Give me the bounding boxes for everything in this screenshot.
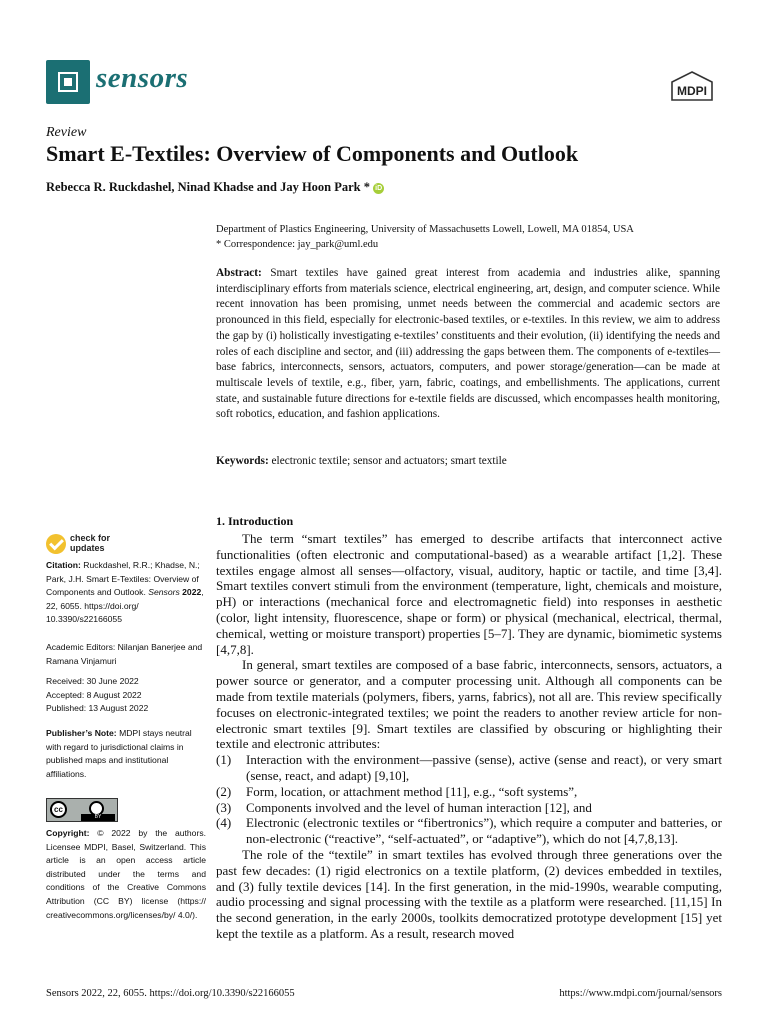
abstract <box>216 266 720 423</box>
list-item: (4) Electronic (electronic textiles or “fibertronics”), which require a computer and batteries, or non-electronic (“reactive”, “self-actuated”, or “adaptive”), which do not [4,7,8,13]. <box>216 815 722 847</box>
mdpi-logo-icon <box>668 70 716 104</box>
dates-block <box>46 675 206 716</box>
author-list <box>46 180 384 195</box>
intro-paragraph-1: The term “smart textiles” has emerged to describe artifacts that interconnect active functionalities (often electronic and computational-based) as a wearable artifact [1,2]. These textiles engage almost all senses—olfactory, visual, auditory, haptic or tactile, and time [3,4]. Smart textiles convert stimuli from the environment (temperature, light, chemicals and moisture, pH) or interactions (mechanical force and electromagnetic field) into responses in aesthetic (color, light intensity, fluorescence, shape or form) or physical (mechanical, electrical, thermal, chemical, wetting or moisture transport) properties [5–7]. They are dynamic, biomimetic systems [4,7,8]. <box>216 531 722 657</box>
check-icon <box>46 534 66 554</box>
citation-block <box>46 559 206 627</box>
accepted-date: Accepted: 8 August 2022 <box>46 689 142 700</box>
journal-name: sensors <box>96 62 189 94</box>
cc-by-license-icon[interactable] <box>46 798 118 822</box>
affiliation-block <box>216 222 634 252</box>
copyright-block <box>46 827 206 922</box>
copyright-label: Copyright: <box>46 828 90 838</box>
citation-post: , 22, 6055. https://doi.org/ 10.3390/s22166055 <box>46 587 204 625</box>
citation-pre: Ruckdashel, R.R.; Khadse, N.; Park, J.H. Smart E-Textiles: Overview of Components and Outlook. <box>46 560 200 598</box>
orcid-icon[interactable]: iD <box>375 184 383 192</box>
publisher-note-text: MDPI stays neutral with regard to jurisdictional claims in published maps and institutional affiliations. <box>46 728 192 779</box>
publisher-note <box>46 727 206 781</box>
keywords-text: electronic textile; sensor and actuators; smart textile <box>271 455 507 467</box>
check-updates-line2: updates <box>70 542 105 553</box>
list-item: (2) Form, location, or attachment method [11], e.g., “soft systems”, <box>216 783 578 799</box>
cc-text: cc <box>50 801 67 818</box>
list-item: (1) Interaction with the environment—passive (sense), active (sense and react), or very smart (sense, react, and adapt) [9,10], <box>216 752 722 783</box>
keywords <box>216 455 507 467</box>
published-date: Published: 13 August 2022 <box>46 703 149 714</box>
intro-paragraph-2: In general, smart textiles are composed of a base fabric, interconnects, sensors, actuators, a power source or generator, and a computer processing unit. Although all components can be made from textile materials (polymers, fibers, yarns, fabrics), not all are. This review specifically focuses on electronic-integrated textiles; we point the readers to another review article for non-electronic smart textiles [9]. Smart textiles are classified by obscuring or highlighting their textile and electronic attributes: <box>216 657 722 752</box>
publisher-note-label: Publisher’s Note: <box>46 728 117 738</box>
abstract-label: Abstract: <box>216 267 262 279</box>
article-title: Smart E-Textiles: Overview of Components and Outlook <box>46 141 579 166</box>
check-for-updates-button[interactable] <box>46 534 116 556</box>
copyright-text: © 2022 by the authors. Licensee MDPI, Basel, Switzerland. This article is an open access article distributed under the terms and conditions of the Creative Commons Attribution (CC BY) license (https:// creativecommons.org/licenses/by/ 4.0/). <box>46 828 207 920</box>
introduction-body <box>216 531 722 942</box>
classification-list <box>216 752 722 847</box>
citation-label: Citation: <box>46 560 81 570</box>
intro-paragraph-3: The role of the “textile” in smart textiles has evolved through three generations over the past few decades: (1) rigid electronics on a textile platform, (2) devices embedded in textiles, and (3) fully textile devices [14]. In the first generation, in the mid-1990s, wearable computing, audio processing and signal processing with the textile as a platform were researched. [11,15] In the second generation, in the early 2000s, toolkits democratized prototype development [15] yet kept the textile as a platform. As a result, research moved <box>216 846 722 941</box>
abstract-text: Smart textiles have gained great interest from academia and industries alike, spanning interdisciplinary efforts from materials science, electrical engineering, art, design, and computer science. While recent innovation has been promising, unmet needs between the commercial and academic sectors are pronounced in this field, especially for electronic-based textiles, or e-textiles. In this review, we aim to address the gap by (i) holistically investigating e-textiles’ constituents and their evolution, (ii) identifying the needs and roles of each discipline and sector, and (iii) addressing the gaps between them. The components of e-textiles—base fabrics, interconnects, sensors, actuators, computers, and power storage/generation—can be made at multiscale levels of textile, e.g., fiber, yarn, fabric, coatings, and embellishments. The applications, current state, and sustainable future directions for e-textile fields are discussed, which encompasses health monitoring, soft robotics, education, and fashion applications. <box>216 267 721 421</box>
citation-journal: Sensors <box>148 587 180 598</box>
list-item: (3) Components involved and the level of human interaction [12], and <box>216 799 592 815</box>
footer-citation: Sensors 2022, 22, 6055. https://doi.org/10.3390/s22166055 <box>46 988 295 999</box>
article-type: Review <box>46 125 87 140</box>
footer-journal-url[interactable]: https://www.mdpi.com/journal/sensors <box>559 988 722 999</box>
page-footer <box>46 988 722 999</box>
mdpi-logo-text: MDPI <box>677 84 707 98</box>
keywords-label: Keywords: <box>216 455 269 467</box>
citation-year: 2022 <box>182 587 202 598</box>
cc-by-text: BY <box>81 814 115 821</box>
academic-editors: Academic Editors: Nilanjan Banerjee and Ramana Vinjamuri <box>46 642 203 666</box>
affiliation: Department of Plastics Engineering, University of Massachusetts Lowell, Lowell, MA 01854, USA <box>216 224 634 235</box>
received-date: Received: 30 June 2022 <box>46 676 139 686</box>
section-heading-introduction: 1. Introduction <box>216 514 294 528</box>
check-updates-line1: check for <box>70 533 111 543</box>
sensors-logo-icon <box>46 60 90 104</box>
correspondence: * Correspondence: jay_park@uml.edu <box>216 239 379 250</box>
authors-text: Rebecca R. Ruckdashel, Ninad Khadse and Jay Hoon Park * <box>46 180 370 194</box>
